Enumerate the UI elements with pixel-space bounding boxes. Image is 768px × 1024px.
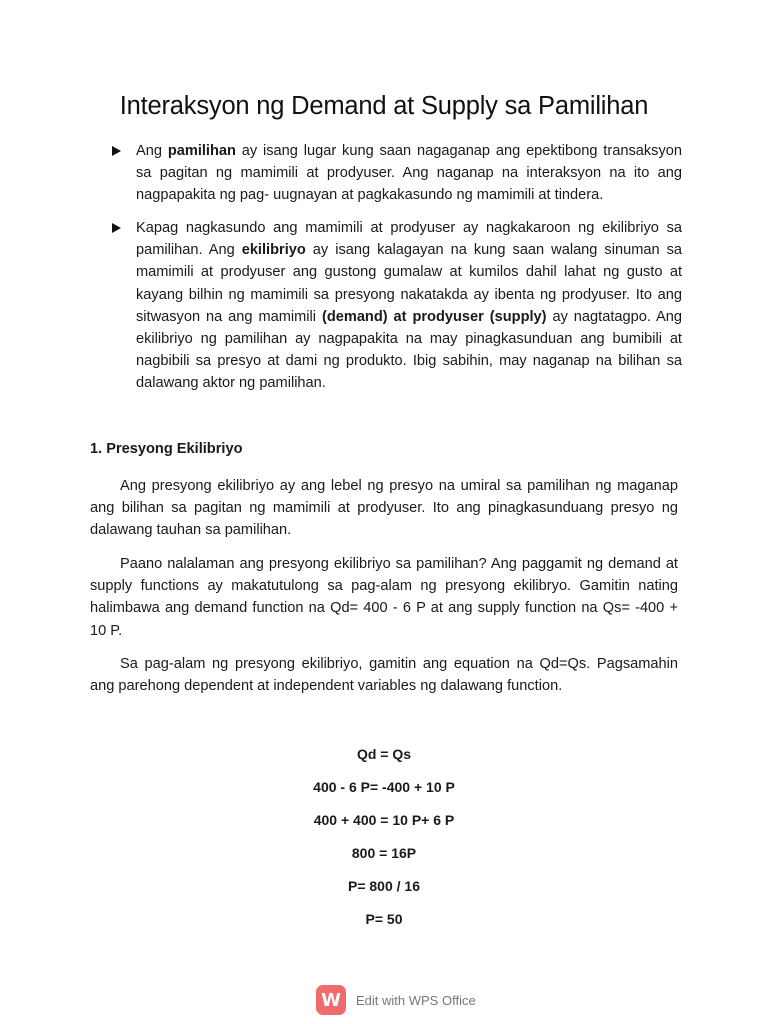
section-heading: 1. Presyong Ekilibriyo [90, 441, 243, 457]
equation-line: 400 - 6 P= -400 + 10 P [313, 779, 455, 795]
equation-line: P= 50 [365, 911, 403, 927]
wps-watermark-text: Edit with WPS Office [356, 992, 476, 1008]
wps-watermark [316, 984, 476, 1016]
bullet-bold-term: pamilihan [167, 143, 236, 159]
bullet-lead: Ang [136, 143, 168, 159]
bullet-text [136, 217, 682, 395]
document-title: Interaksyon ng Demand at Supply sa Pamilihan [119, 92, 649, 120]
paragraph: Sa pag-alam ng presyong ekilibriyo, gamitin ang equation na Qd=Qs. Pagsamahin ang parehong dependent at independent variables ng dalawang function. [90, 656, 678, 695]
equation-line: P= 800 / 16 [347, 878, 420, 894]
bullet-bold-term-2: (demand) at prodyuser (supply) [321, 308, 547, 325]
equation-line: 800 = 16P [351, 845, 417, 861]
bullet-rest: ay isang lugar kung saan nagaganap ang epektibong transaksyon sa pagitan ng mamimili at prodyuser. Ang naganap na interaksyon na ito ang nagpapakita ng pag- uugnayan at pagkakasundo ng mamimili at tindera. [136, 143, 682, 204]
arrow-bullet-icon [112, 223, 121, 233]
bullet-lead: Kapag nagkasundo ang mamimili at prodyuser ay nagkakaroon ng ekilibriyo sa pamilihan. Ang [136, 220, 682, 259]
bullet-pamilihan [112, 140, 682, 207]
bullet-mid: ay isang kalagayan na kung saan walang sinuman sa mamimili at prodyuser ang gustong gumalaw at kumilos dahil lahat ng gusto at kayang bilhin ng mamimili sa presyong nakatakda ay ibenta ng prodyuser. Ito ang sitwasyon na ang mamimili [136, 242, 682, 325]
arrow-bullet-icon [112, 146, 121, 156]
bullet-ekilibriyo [112, 217, 682, 395]
bullet-text [136, 140, 682, 207]
wps-logo-icon: W [316, 985, 346, 1015]
paragraph: Paano nalalaman ang presyong ekilibriyo sa pamilihan? Ang paggamit ng demand at supply functions ay makatutulong sa pag-alam ng presyong ekilibryo. Gamitin nating halimbawa ang demand function na Qd= 400 - 6 P at ang supply function na Qs= -400 + 10 P. [90, 556, 678, 639]
paragraph: Ang presyong ekilibriyo ay ang lebel ng presyo na umiral sa pamilihan ng maganap ang bilihan sa pagitan ng mamimili at prodyuser. Ito ang pinagkasunduang presyo ng dalawang tauhan sa pamilihan. [90, 478, 678, 539]
bullet-rest: ay nagtatagpo. Ang ekilibriyo ng pamilihan ay nagpapakita na may pinagkasunduan ang bumibili at nagbibili sa presyo at dami ng produkto. Ibig sabihin, may naganap na bilihan sa dalawang aktor ng pamilihan. [136, 308, 682, 392]
bullet-bold-term: ekilibriyo [241, 242, 306, 259]
equation-line: 400 + 400 = 10 P+ 6 P [313, 812, 455, 828]
equation-line: Qd = Qs [356, 746, 412, 762]
